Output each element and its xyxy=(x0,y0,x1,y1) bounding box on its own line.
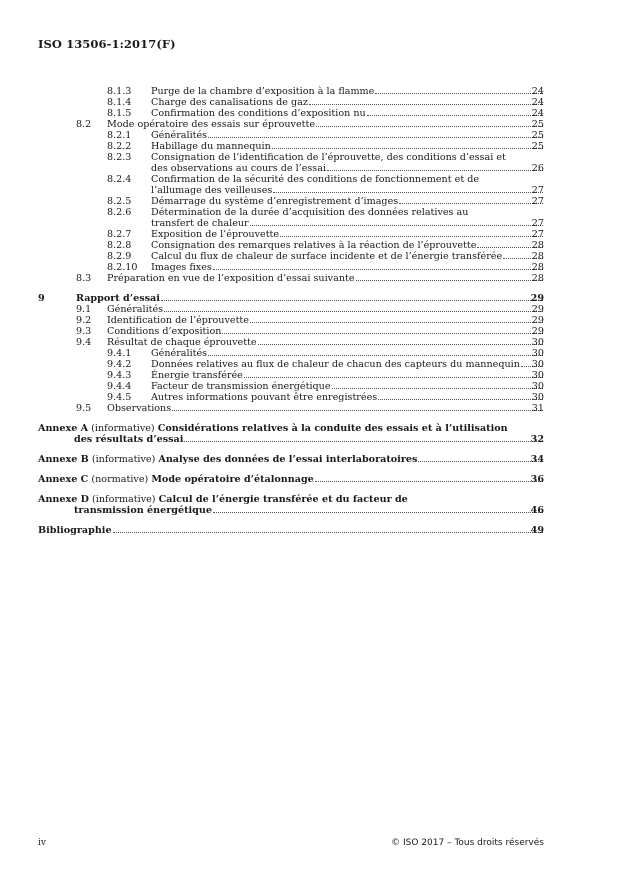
section-gap xyxy=(0,414,620,423)
toc-entry-number: 9.4.4 xyxy=(107,381,132,392)
toc-entry-page: 24 xyxy=(531,108,544,119)
toc-entry-title: l’allumage des veilleuses xyxy=(151,185,273,196)
toc-entry-title: transfert de chaleur xyxy=(151,218,249,229)
toc-entry-title-line xyxy=(151,229,544,240)
toc-entry-page: 25 xyxy=(531,119,544,130)
document-id: ISO 13506-1:2017(F) xyxy=(38,37,176,51)
toc-entry[interactable] xyxy=(0,262,620,273)
dot-leader xyxy=(315,481,543,482)
toc-entry[interactable] xyxy=(0,251,620,262)
dot-leader xyxy=(378,399,543,400)
annex-title-line xyxy=(38,505,544,516)
toc-entry-title-line xyxy=(151,163,544,174)
toc-entry-number: 8.2.5 xyxy=(107,196,132,207)
toc-entry-page: 26 xyxy=(531,163,544,174)
toc-entry[interactable] xyxy=(0,108,620,119)
annex-entry[interactable] xyxy=(0,454,620,465)
toc-entry-number: 8.2.4 xyxy=(107,174,132,185)
toc-entry-number: 9.5 xyxy=(76,403,92,414)
toc-entry-page: 25 xyxy=(531,141,544,152)
annex-kind: (informative) xyxy=(91,423,155,434)
section-gap xyxy=(0,465,620,474)
annex-title-line xyxy=(38,494,544,505)
toc-entry-title: Autres informations pouvant être enregistrées xyxy=(151,392,378,403)
toc-entry-page: 29 xyxy=(531,304,544,315)
bibliography-entry[interactable] xyxy=(0,525,620,536)
toc-entry-page: 30 xyxy=(531,370,544,381)
dot-leader xyxy=(172,410,543,411)
toc-entry-page: 30 xyxy=(531,359,544,370)
toc-entry-title-line xyxy=(151,196,544,207)
toc-entry-page: 30 xyxy=(531,381,544,392)
toc-entry[interactable] xyxy=(0,315,620,326)
toc-entry-number: 8.1.3 xyxy=(107,86,132,97)
copyright: © ISO 2017 – Tous droits réservés xyxy=(391,838,544,848)
annex-page: 34 xyxy=(530,454,544,465)
annex-kind: (informative) xyxy=(92,494,156,505)
toc-entry-number: 9.4.5 xyxy=(107,392,132,403)
toc-entry-title-line xyxy=(151,262,544,273)
annex-entry[interactable] xyxy=(0,494,620,516)
toc-entry-title-line xyxy=(151,392,544,403)
dot-leader xyxy=(213,269,543,270)
annex-title: Calcul de l’énergie transférée et du facteur de xyxy=(158,494,408,505)
toc-entry-page: 25 xyxy=(531,130,544,141)
toc-entry-number: 8.1.5 xyxy=(107,108,132,119)
toc-entry-title: Calcul du flux de chaleur de surface incidente et de l’énergie transférée xyxy=(151,251,503,262)
toc-entry-title-line xyxy=(107,304,544,315)
toc-entry-title-line xyxy=(151,185,544,196)
toc-entry-title: Identification de l’éprouvette xyxy=(107,315,249,326)
toc-entry-page: 28 xyxy=(531,273,544,284)
toc-entry[interactable] xyxy=(0,337,620,348)
annex-id: Annexe A xyxy=(38,423,89,434)
toc-entry-page: 30 xyxy=(531,392,544,403)
toc-entry-title-line xyxy=(151,218,544,229)
section-gap xyxy=(0,445,620,454)
dot-leader xyxy=(356,280,543,281)
dot-leader xyxy=(208,137,543,138)
annex-entry[interactable] xyxy=(0,474,620,485)
dot-leader xyxy=(213,512,543,513)
toc-entry-title-line xyxy=(151,108,544,119)
toc-entry-page: 29 xyxy=(530,293,544,304)
toc-entry[interactable] xyxy=(0,403,620,414)
toc-entry-title: Observations xyxy=(107,403,172,414)
toc-entry-title: Énergie transférée xyxy=(151,370,243,381)
toc-entry-page: 29 xyxy=(531,315,544,326)
dot-leader xyxy=(250,225,543,226)
toc-entry-title: Généralités xyxy=(151,130,208,141)
dot-leader xyxy=(367,115,543,116)
toc-entry-title-line xyxy=(151,359,544,370)
toc-entry[interactable] xyxy=(0,392,620,403)
table-of-contents xyxy=(0,86,620,536)
dot-leader xyxy=(184,441,543,442)
toc-entry-number: 8.2.10 xyxy=(107,262,138,273)
bibliography-label: Bibliographie xyxy=(38,525,112,536)
toc-entry-page: 30 xyxy=(531,348,544,359)
toc-entry[interactable] xyxy=(0,370,620,381)
toc-entry-title-line xyxy=(107,119,544,130)
toc-entry-title-line xyxy=(151,97,544,108)
toc-entry[interactable] xyxy=(0,97,620,108)
toc-entry-number: 9.4.1 xyxy=(107,348,132,359)
toc-entry-page: 28 xyxy=(531,251,544,262)
toc-entry-number: 9.4.2 xyxy=(107,359,132,370)
dot-leader xyxy=(399,203,543,204)
toc-entry[interactable] xyxy=(0,381,620,392)
dot-leader xyxy=(161,300,543,301)
toc-entry-page: 27 xyxy=(531,196,544,207)
toc-entry-page: 30 xyxy=(531,337,544,348)
toc-entry-title: Rapport d’essai xyxy=(76,293,160,304)
toc-entry-title: Généralités xyxy=(151,348,208,359)
dot-leader xyxy=(272,148,543,149)
toc-entry[interactable] xyxy=(0,207,620,229)
dot-leader xyxy=(258,344,543,345)
annex-title: Considérations relatives à la conduite des essais et à l’utilisation xyxy=(157,423,508,434)
toc-entry-title-line xyxy=(151,141,544,152)
toc-entry-page: 27 xyxy=(531,218,544,229)
annex-page: 32 xyxy=(530,434,544,445)
toc-entry-number: 9.4 xyxy=(76,337,92,348)
dot-leader xyxy=(273,192,543,193)
toc-entry-number: 8.2.6 xyxy=(107,207,132,218)
toc-entry-title: des observations au cours de l’essai xyxy=(151,163,327,174)
toc-entry[interactable] xyxy=(0,273,620,284)
toc-entry-title-line: Confirmation de la sécurité des conditions de fonctionnement et de xyxy=(151,174,480,185)
toc-entry-title-line xyxy=(151,130,544,141)
toc-entry-title: Démarrage du système d’enregistrement d’images xyxy=(151,196,399,207)
annex-entry[interactable] xyxy=(0,423,620,445)
toc-entry-number: 8.2.1 xyxy=(107,130,132,141)
toc-entry[interactable] xyxy=(0,293,620,304)
dot-leader xyxy=(164,311,543,312)
toc-entry-title: Mode opératoire des essais sur éprouvette xyxy=(107,119,316,130)
toc-entry-title-line xyxy=(151,370,544,381)
toc-entry-page: 31 xyxy=(531,403,544,414)
section-gap xyxy=(0,284,620,293)
annex-id: Annexe C xyxy=(38,474,89,485)
toc-entry-title-line xyxy=(107,315,544,326)
annex-title: Mode opératoire d’étalonnage xyxy=(151,474,314,485)
toc-entry-title: Charge des canalisations de gaz xyxy=(151,97,308,108)
toc-entry-title: Habillage du mannequin xyxy=(151,141,271,152)
toc-entry-number: 9.1 xyxy=(76,304,92,315)
toc-entry-number: 9.3 xyxy=(76,326,92,337)
toc-entry-title: Conditions d’exposition xyxy=(107,326,222,337)
dot-leader xyxy=(244,377,543,378)
dot-leader xyxy=(208,355,543,356)
toc-entry[interactable] xyxy=(0,240,620,251)
toc-entry-title-line xyxy=(107,337,544,348)
annex-title-line xyxy=(38,474,544,485)
dot-leader xyxy=(316,126,543,127)
dot-leader xyxy=(332,388,543,389)
annex-title-line xyxy=(38,423,544,434)
toc-entry-number: 8.3 xyxy=(76,273,92,284)
dot-leader xyxy=(418,461,543,462)
annex-id: Annexe B xyxy=(38,454,89,465)
section-gap xyxy=(0,485,620,494)
toc-entry-title: Facteur de transmission énergétique xyxy=(151,381,331,392)
toc-entry[interactable] xyxy=(0,152,620,174)
toc-entry-number: 8.2.2 xyxy=(107,141,132,152)
section-gap xyxy=(0,516,620,525)
toc-entry-page: 24 xyxy=(531,97,544,108)
toc-entry-title: Préparation en vue de l’exposition d’essai suivante xyxy=(107,273,355,284)
toc-entry[interactable] xyxy=(0,86,620,97)
toc-entry-title-line xyxy=(151,381,544,392)
annex-title-line xyxy=(38,434,544,445)
toc-entry-page: 27 xyxy=(531,229,544,240)
annex-title: des résultats d’essai xyxy=(74,434,184,445)
toc-entry-page: 29 xyxy=(531,326,544,337)
toc-entry-title-line xyxy=(107,403,544,414)
toc-entry-number: 8.2.9 xyxy=(107,251,132,262)
dot-leader xyxy=(309,104,543,105)
toc-entry[interactable] xyxy=(0,359,620,370)
toc-entry-page: 27 xyxy=(531,185,544,196)
toc-entry-title-line xyxy=(151,251,544,262)
dot-leader xyxy=(113,532,543,533)
toc-entry-title-line xyxy=(151,240,544,251)
annex-kind: (informative) xyxy=(91,454,156,465)
toc-entry-number: 8.2.8 xyxy=(107,240,132,251)
toc-entry-page: 28 xyxy=(531,262,544,273)
toc-entry[interactable] xyxy=(0,196,620,207)
toc-entry-title-line: Consignation de l’identification de l’éprouvette, des conditions d’essai et xyxy=(151,152,506,163)
toc-entry-title: Résultat de chaque éprouvette xyxy=(107,337,257,348)
dot-leader xyxy=(250,322,543,323)
annex-title: transmission énergétique xyxy=(74,505,212,516)
toc-entry-number: 9.2 xyxy=(76,315,92,326)
toc-entry-title: Images fixes xyxy=(151,262,212,273)
dot-leader xyxy=(280,236,543,237)
bibliography-page: 49 xyxy=(530,525,544,536)
toc-entry[interactable] xyxy=(0,348,620,359)
toc-entry-page: 24 xyxy=(531,86,544,97)
toc-entry-title-line xyxy=(107,326,544,337)
toc-entry[interactable] xyxy=(0,174,620,196)
toc-entry-title: Purge de la chambre d’exposition à la flamme xyxy=(151,86,375,97)
dot-leader xyxy=(375,93,543,94)
toc-entry-number: 9.4.3 xyxy=(107,370,132,381)
annex-page: 36 xyxy=(530,474,544,485)
toc-entry-title: Généralités xyxy=(107,304,164,315)
toc-entry-number: 8.2.7 xyxy=(107,229,132,240)
annex-title-line xyxy=(38,454,544,465)
toc-entry-number: 9 xyxy=(38,293,45,304)
toc-entry-title-line: Détermination de la durée d’acquisition des données relatives au xyxy=(151,207,469,218)
dot-leader xyxy=(327,170,543,171)
toc-entry-title: Exposition de l’éprouvette xyxy=(151,229,280,240)
toc-entry-page: 28 xyxy=(531,240,544,251)
toc-entry[interactable] xyxy=(0,130,620,141)
annex-id: Annexe D xyxy=(38,494,89,505)
toc-entry-title: Confirmation des conditions d’exposition nu xyxy=(151,108,366,119)
toc-entry[interactable] xyxy=(0,141,620,152)
annex-title: Analyse des données de l’essai interlaboratoires xyxy=(158,454,418,465)
annex-kind: (normative) xyxy=(91,474,149,485)
toc-entry-title-line xyxy=(76,293,544,304)
toc-entry-title: Consignation des remarques relatives à la réaction de l’éprouvette xyxy=(151,240,477,251)
toc-entry[interactable] xyxy=(0,229,620,240)
toc-entry-number: 8.2.3 xyxy=(107,152,132,163)
toc-entry-title-line xyxy=(107,273,544,284)
toc-entry-title-line xyxy=(151,348,544,359)
toc-entry[interactable] xyxy=(0,119,620,130)
toc-entry-number: 8.2 xyxy=(76,119,92,130)
annex-page: 46 xyxy=(530,505,544,516)
toc-entry-number: 8.1.4 xyxy=(107,97,132,108)
toc-entry-title-line xyxy=(151,86,544,97)
toc-entry-title: Données relatives au flux de chaleur de chacun des capteurs du mannequin xyxy=(151,359,520,370)
page-number: iv xyxy=(38,838,46,848)
dot-leader xyxy=(222,333,543,334)
toc-entry[interactable] xyxy=(0,326,620,337)
toc-entry[interactable] xyxy=(0,304,620,315)
